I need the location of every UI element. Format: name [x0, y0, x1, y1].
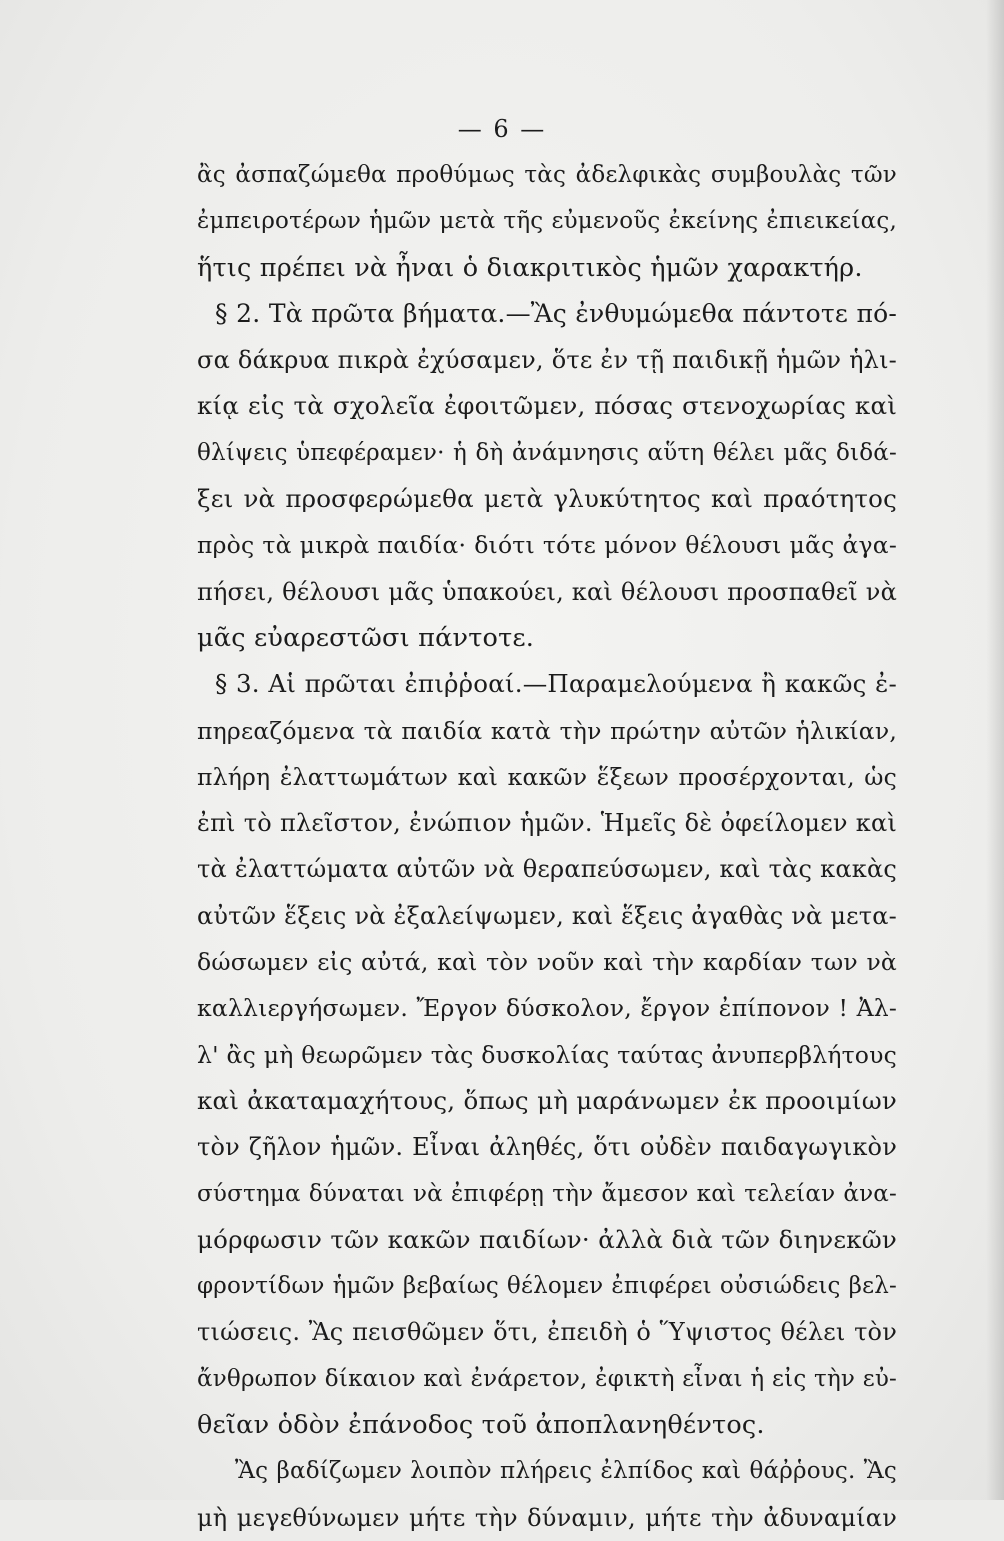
text-line: δώσωμεν εἰς αὐτά, καὶ τὸν νοῦν καὶ τὴν καρδίαν των νὰ [197, 948, 897, 977]
text-line: ἐπὶ τὸ πλεῖστον, ἐνώπιον ἡμῶν. Ἡμεῖς δὲ ὀφείλομεν καὶ [197, 809, 897, 838]
text-line: τὸν ζῆλον ἡμῶν. Εἶναι ἀληθές, ὅτι οὐδὲν παιδαγωγικὸν [197, 1133, 897, 1162]
text-line: τιώσεις. Ἂς πεισθῶμεν ὅτι, ἐπειδὴ ὁ Ὕψιστος θέλει τὸν [197, 1318, 897, 1347]
text-line: σύστημα δύναται νὰ ἐπιφέρῃ τὴν ἄμεσον καὶ τελείαν ἀνα- [197, 1180, 897, 1207]
section-heading-line: § 3. Αἱ πρῶται ἐπιῤῥοαί.—Παραμελούμενα ἢ κακῶς ἐ- [215, 669, 897, 699]
text-line: φροντίδων ἡμῶν βεβαίως θέλομεν ἐπιφέρει οὐσιώδεις βελ- [197, 1273, 897, 1300]
text-line: μᾶς εὐαρεστῶσι πάντοτε. [197, 622, 535, 653]
text-line: καλλιεργήσωμεν. Ἔργον δύσκολον, ἔργον ἐπίπονον ! Ἀλ- [197, 994, 897, 1023]
text-line: ἐμπειροτέρων ἡμῶν μετὰ τῆς εὐμενοῦς ἐκείνης ἐπιεικείας, [197, 208, 897, 235]
section-heading-line: § 2. Τὰ πρῶτα βήματα.—Ἂς ἐνθυμώμεθα πάντοτε πό- [215, 298, 897, 328]
text-line: πήσει, θέλουσι μᾶς ὑπακούει, καὶ θέλουσι προσπαθεῖ νὰ [197, 577, 897, 606]
text-line: Ἂς βαδίζωμεν λοιπὸν πλήρεις ἐλπίδος καὶ θάῤῥους. Ἂς [235, 1458, 897, 1485]
text-line: θλίψεις ὑπεφέραμεν· ἡ δὴ ἀνάμνησις αὕτη θέλει μᾶς διδά- [197, 439, 897, 466]
text-line: λ' ἂς μὴ θεωρῶμεν τὰς δυσκολίας ταύτας ἀνυπερβλήτους [197, 1040, 897, 1069]
text-line: ἂς ἀσπαζώμεθα προθύμως τὰς ἀδελφικὰς συμβουλὰς τῶν [197, 162, 897, 188]
text-line: θεῖαν ὁδὸν ἐπάνοδος τοῦ ἀποπλανηθέντος. [197, 1410, 765, 1441]
text-line: πηρεαζόμενα τὰ παιδία κατὰ τὴν πρώτην αὐτῶν ἡλικίαν, [197, 716, 897, 745]
text-line: κίᾳ εἰς τὰ σχολεῖα ἐφοιτῶμεν, πόσας στενοχωρίας καὶ [197, 391, 897, 421]
text-line: αὐτῶν ἕξεις νὰ ἐξαλείψωμεν, καὶ ἕξεις ἀγαθὰς νὰ μετα- [197, 901, 897, 930]
text-line: μόρφωσιν τῶν κακῶν παιδίων· ἀλλὰ διὰ τῶν διηνεκῶν [197, 1224, 897, 1254]
body-text [197, 152, 897, 1541]
page-number: — 6 — [457, 115, 547, 143]
text-line: τὰ ἐλαττώματα αὐτῶν νὰ θεραπεύσωμεν, καὶ τὰς κακὰς [197, 855, 897, 884]
text-line: ἄνθρωπον δίκαιον καὶ ἐνάρετον, ἐφικτὴ εἶναι ἡ εἰς τὴν εὐ- [197, 1365, 897, 1392]
text-line: μὴ μεγεθύνωμεν μήτε τὴν δύναμιν, μήτε τὴν ἀδυναμίαν [197, 1503, 897, 1532]
text-line: σα δάκρυα πικρὰ ἐχύσαμεν, ὅτε ἐν τῇ παιδικῇ ἡμῶν ἡλι- [197, 346, 897, 375]
text-line: πλήρη ἐλαττωμάτων καὶ κακῶν ἕξεων προσέρχονται, ὡς [197, 762, 897, 791]
text-line: ἥτις πρέπει νὰ ἦναι ὁ διακριτικὸς ἡμῶν χαρακτήρ. [197, 252, 863, 283]
page-edge-shadow [986, 0, 1004, 1500]
text-line: καὶ ἀκαταμαχήτους, ὅπως μὴ μαράνωμεν ἐκ προοιμίων [197, 1085, 897, 1115]
text-line: πρὸς τὰ μικρὰ παιδία· διότι τότε μόνον θέλουσι μᾶς ἀγα- [197, 531, 897, 560]
text-line: ξει νὰ προσφερώμεθα μετὰ γλυκύτητος καὶ πραότητος [197, 484, 897, 514]
